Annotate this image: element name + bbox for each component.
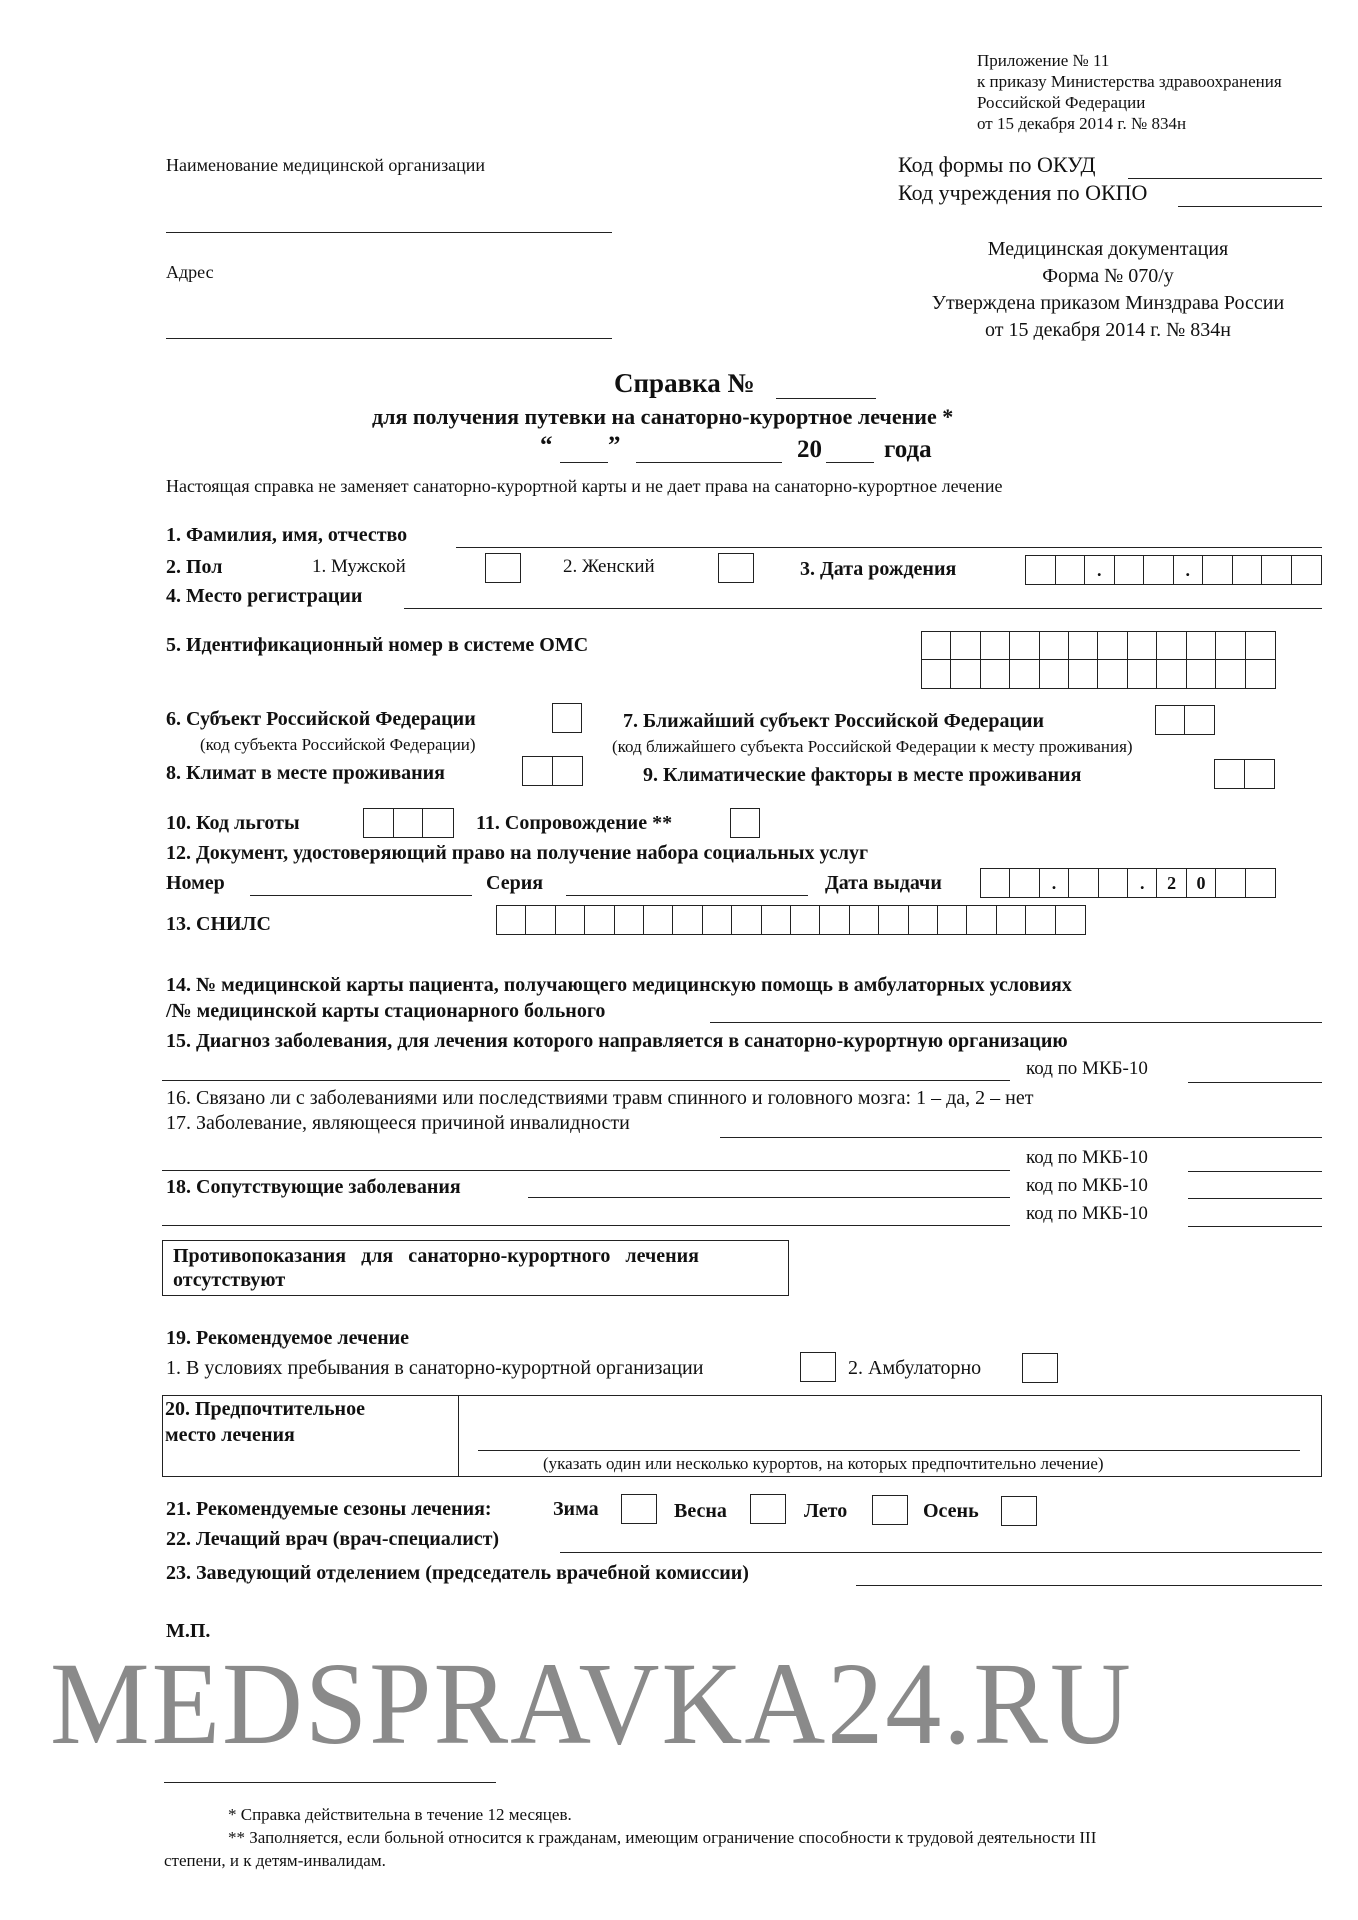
comorbidities-icd-field-2[interactable] xyxy=(1188,1226,1322,1227)
date-close-quote: ” xyxy=(608,432,621,459)
date-open-quote: “ xyxy=(540,432,553,459)
date-month-field[interactable] xyxy=(636,462,782,463)
field-20-label-2: место лечения xyxy=(165,1424,295,1446)
date-cell: 2 xyxy=(1157,869,1186,897)
date-cell[interactable] xyxy=(1262,556,1292,584)
sex-female-checkbox[interactable] xyxy=(718,553,754,583)
med-doc-block xyxy=(880,236,1336,344)
form-number: Форма № 070/у xyxy=(1042,265,1174,287)
field-4-label: 4. Место регистрации xyxy=(166,585,363,607)
disability-icd-field[interactable] xyxy=(1188,1171,1322,1172)
date-cell[interactable] xyxy=(981,869,1010,897)
date-suffix: года xyxy=(884,436,932,463)
date-cell[interactable] xyxy=(1203,556,1233,584)
field-9-label: 9. Климатические факторы в месте проживания xyxy=(643,764,1082,786)
diagnosis-icd-field[interactable] xyxy=(1188,1082,1322,1083)
issue-date-cells[interactable] xyxy=(980,868,1276,898)
icd-label: код по МКБ-10 xyxy=(1026,1203,1148,1224)
field-3-label: 3. Дата рождения xyxy=(800,558,957,580)
doc-series-field[interactable] xyxy=(566,895,808,896)
field-12-label: 12. Документ, удостоверяющий право на получение набора социальных услуг xyxy=(166,842,869,864)
page-title: Справка № xyxy=(614,368,755,398)
treatment-ambulatory-checkbox[interactable] xyxy=(1022,1353,1058,1383)
appendix-line: Российской Федерации xyxy=(977,93,1146,112)
icd-label: код по МКБ-10 xyxy=(1026,1175,1148,1196)
season-winter-checkbox[interactable] xyxy=(621,1494,657,1524)
date-cell[interactable] xyxy=(1216,869,1245,897)
field-8-label: 8. Климат в месте проживания xyxy=(166,762,446,784)
date-year-field[interactable] xyxy=(826,462,874,463)
comorbidities-icd-field-1[interactable] xyxy=(1188,1198,1322,1199)
field-6-hint: (код субъекта Российской Федерации) xyxy=(200,735,476,754)
disability-disease-field[interactable] xyxy=(720,1137,1322,1138)
season-autumn-checkbox[interactable] xyxy=(1001,1496,1037,1526)
preferred-place-divider xyxy=(458,1396,459,1476)
field-10-label: 10. Код льготы xyxy=(166,812,300,834)
okud-field[interactable] xyxy=(1128,178,1322,179)
address-field[interactable] xyxy=(166,338,612,339)
footnote-2-cont: степени, и к детям-инвалидам. xyxy=(164,1851,386,1870)
date-cell[interactable] xyxy=(1069,869,1098,897)
date-cell: . xyxy=(1174,556,1204,584)
climate-factors-cells[interactable] xyxy=(1214,759,1275,789)
date-cell[interactable] xyxy=(1233,556,1263,584)
field-7-label: 7. Ближайший субъект Российской Федерации xyxy=(623,710,1045,732)
date-cell[interactable] xyxy=(1292,556,1322,584)
nearest-subject-code-cells[interactable] xyxy=(1155,705,1215,735)
date-cell: . xyxy=(1040,869,1069,897)
climate-cells[interactable] xyxy=(522,756,583,786)
preferred-place-box xyxy=(162,1395,1322,1477)
watermark: MEDSPRAVKA24.RU xyxy=(50,1638,1133,1770)
field-2-label: 2. Пол xyxy=(166,556,223,578)
oms-number-cells[interactable] xyxy=(921,631,1276,689)
date-cell[interactable] xyxy=(1246,869,1275,897)
appendix-line: Приложение № 11 xyxy=(977,51,1110,70)
field-5-label: 5. Идентификационный номер в системе ОМС xyxy=(166,634,589,656)
doc-series-label: Серия xyxy=(486,872,544,894)
okpo-field[interactable] xyxy=(1178,206,1322,207)
footnote-1: * Справка действительна в течение 12 месяцев. xyxy=(228,1805,572,1824)
doc-issue-date-label: Дата выдачи xyxy=(825,872,942,894)
birth-date-cells[interactable] xyxy=(1025,555,1322,585)
comorbidities-field-2[interactable] xyxy=(162,1225,1010,1226)
page-subtitle: для получения путевки на санаторно-курортное лечение * xyxy=(372,404,954,429)
date-cell[interactable] xyxy=(1099,869,1128,897)
comorbidities-field[interactable] xyxy=(528,1197,1010,1198)
sex-female-label: 2. Женский xyxy=(563,556,655,577)
field-16-label: 16. Связано ли с заболеваниями или последствиями травм спинного и головного мозга: 1 – да, 2 – нет xyxy=(166,1087,1034,1109)
department-head-field[interactable] xyxy=(856,1585,1322,1586)
okud-label: Код формы по ОКУД xyxy=(898,152,1096,177)
footnote-2: ** Заполняется, если больной относится к гражданам, имеющим ограничение способности к трудовой деятельности III xyxy=(228,1828,1097,1847)
date-cell: . xyxy=(1085,556,1115,584)
date-cell: . xyxy=(1128,869,1157,897)
date-cell[interactable] xyxy=(1144,556,1174,584)
doc-number-label: Номер xyxy=(166,872,225,894)
footnote-divider xyxy=(164,1782,496,1783)
treatment-sanatorium-checkbox[interactable] xyxy=(800,1352,836,1382)
stamp-label: М.П. xyxy=(166,1620,211,1642)
medical-card-number-field[interactable] xyxy=(710,1022,1322,1023)
season-autumn-label: Осень xyxy=(923,1500,979,1522)
full-name-field[interactable] xyxy=(456,547,1322,548)
diagnosis-field[interactable] xyxy=(162,1080,1010,1081)
address-label: Адрес xyxy=(166,262,214,282)
season-winter-label: Зима xyxy=(553,1498,599,1520)
org-name-field[interactable] xyxy=(166,232,612,233)
date-cell[interactable] xyxy=(1010,869,1039,897)
med-doc-line: от 15 декабря 2014 г. № 834н xyxy=(985,319,1231,341)
season-spring-label: Весна xyxy=(674,1500,727,1522)
disclaimer-note: Настоящая справка не заменяет санаторно-курортной карты и не дает права на санаторно-курортное лечение xyxy=(166,476,1003,496)
date-cell[interactable] xyxy=(1115,556,1145,584)
date-cell[interactable] xyxy=(1056,556,1086,584)
registration-place-field[interactable] xyxy=(404,608,1322,609)
benefit-code-cells[interactable] xyxy=(363,808,454,838)
field-1-label: 1. Фамилия, имя, отчество xyxy=(166,524,408,546)
preferred-place-hint: (указать один или несколько курортов, на которых предпочтительно лечение) xyxy=(543,1454,1104,1473)
appendix-line: от 15 декабря 2014 г. № 834н xyxy=(977,114,1187,133)
field-18-label: 18. Сопутствующие заболевания xyxy=(166,1176,461,1198)
field-15-label xyxy=(166,1030,1068,1053)
okpo-label: Код учреждения по ОКПО xyxy=(898,180,1148,205)
med-doc-line: Утверждена приказом Минздрава России xyxy=(931,292,1285,314)
date-day-field[interactable] xyxy=(560,462,608,463)
field-14-label: 14. № медицинской карты пациента, получающего медицинскую помощь в амбулаторных условиях xyxy=(166,974,1072,996)
icd-label: код по МКБ-10 xyxy=(1026,1147,1148,1168)
contraindications-text: Противопоказания для санаторно-курортного лечения xyxy=(173,1245,700,1267)
treatment-option-ambulatory-label: 2. Амбулаторно xyxy=(848,1357,982,1379)
disability-disease-field-2[interactable] xyxy=(162,1170,1010,1171)
certificate-number-field[interactable] xyxy=(776,398,876,399)
med-doc-line: Медицинская документация xyxy=(987,238,1229,260)
season-summer-label: Лето xyxy=(804,1500,848,1522)
escort-checkbox[interactable] xyxy=(730,808,760,838)
date-year-prefix: 20 xyxy=(797,436,822,463)
field-20-label: 20. Предпочтительное xyxy=(165,1398,365,1420)
date-cell[interactable] xyxy=(1026,556,1056,584)
appendix-line: к приказу Министерства здравоохранения xyxy=(977,72,1282,91)
sex-male-label: 1. Мужской xyxy=(312,556,406,577)
appendix-block xyxy=(977,50,1282,134)
contraindications-text-2: отсутствуют xyxy=(173,1269,286,1291)
field-13-label: 13. СНИЛС xyxy=(166,913,271,935)
org-name-label: Наименование медицинской организации xyxy=(166,155,486,175)
treatment-option-sanatorium-label: 1. В условиях пребывания в санаторно-курортной организации xyxy=(166,1357,704,1379)
snils-cells[interactable] xyxy=(496,905,1086,935)
field-17-label: 17. Заболевание, являющееся причиной инвалидности xyxy=(166,1112,630,1134)
subject-code-cell[interactable] xyxy=(552,703,582,733)
icd-label: код по МКБ-10 xyxy=(1026,1058,1148,1079)
season-summer-checkbox[interactable] xyxy=(872,1495,908,1525)
field-22-label: 22. Лечащий врач (врач-специалист) xyxy=(166,1528,500,1550)
field-23-label: 23. Заведующий отделением (председатель врачебной комиссии) xyxy=(166,1562,749,1584)
date-cell: 0 xyxy=(1187,869,1216,897)
field-19-label: 19. Рекомендуемое лечение xyxy=(166,1327,410,1349)
season-spring-checkbox[interactable] xyxy=(750,1494,786,1524)
field-15-label-text: 15. Диагноз заболевания, для лечения которого направляется в санаторно-курортную организацию xyxy=(166,1030,1068,1052)
attending-doctor-field[interactable] xyxy=(560,1552,1322,1553)
field-11-label: 11. Сопровождение ** xyxy=(476,812,673,834)
field-6-label: 6. Субъект Российской Федерации xyxy=(166,708,476,730)
sex-male-checkbox[interactable] xyxy=(485,553,521,583)
field-21-label: 21. Рекомендуемые сезоны лечения: xyxy=(166,1498,492,1520)
doc-number-field[interactable] xyxy=(250,895,472,896)
field-14-label-2: /№ медицинской карты стационарного больного xyxy=(166,1000,606,1022)
contraindications-box xyxy=(162,1240,789,1296)
field-7-hint: (код ближайшего субъекта Российской Федерации к месту проживания) xyxy=(612,737,1133,756)
preferred-place-field[interactable] xyxy=(478,1450,1300,1451)
